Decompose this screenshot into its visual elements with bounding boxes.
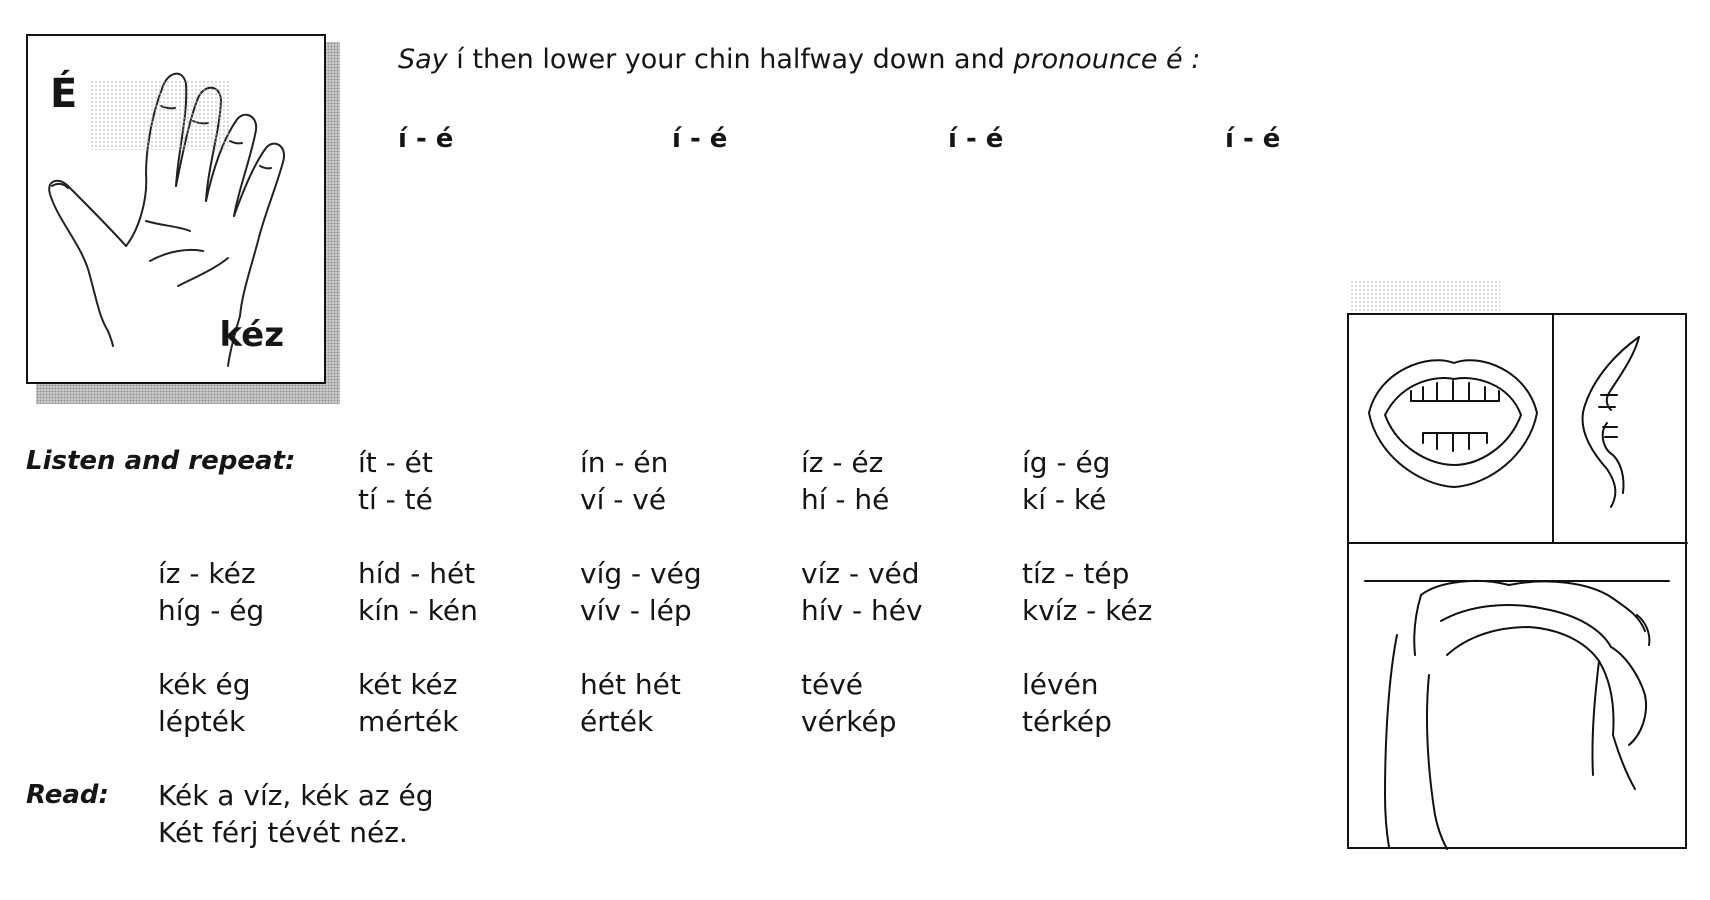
word-pair: vív - lép [580, 594, 692, 627]
word-pair-cell [801, 555, 923, 629]
listen-label: Listen and repeat: [26, 446, 296, 476]
word-pair: kí - ké [1022, 483, 1107, 516]
word-pair: íz - kéz [158, 557, 256, 590]
card-letter: É [50, 71, 78, 117]
vowel-pair-3: í - é [948, 124, 1004, 154]
word-pair: íg - ég [1022, 446, 1111, 479]
scan-noise [90, 80, 230, 150]
vowel-pair-2: í - é [672, 124, 728, 154]
word: érték [580, 705, 654, 738]
word: térkép [1022, 705, 1112, 738]
word-cell [801, 666, 897, 740]
word: két kéz [358, 668, 458, 701]
read-text [158, 777, 434, 851]
word-pair: híd - hét [358, 557, 476, 590]
word-cell [158, 666, 251, 740]
word-pair-cell [358, 555, 478, 629]
word: lépték [158, 705, 246, 738]
mouth-diagrams-icon [1349, 315, 1689, 851]
card-word: kéz [219, 315, 284, 355]
read-line: Két férj tévét néz. [158, 816, 408, 849]
mouth-front-icon [1369, 360, 1537, 487]
word-pair: kvíz - kéz [1022, 594, 1153, 627]
word-pair-cell [358, 444, 433, 518]
word-pair: ví - vé [580, 483, 667, 516]
word-pair: hí - hé [801, 483, 890, 516]
word-pair: ít - ét [358, 446, 433, 479]
word-pair: híg - ég [158, 594, 265, 627]
word-pair: íz - éz [801, 446, 884, 479]
word-pair: ín - én [580, 446, 669, 479]
word: tévé [801, 668, 864, 701]
vowel-pair-4: í - é [1225, 124, 1281, 154]
instruction-text [398, 44, 1200, 75]
word-pair-cell [580, 444, 668, 518]
word-pair: tíz - tép [1022, 557, 1130, 590]
word-pair-cell [801, 444, 889, 518]
word-pair: tí - té [358, 483, 433, 516]
word: lévén [1022, 668, 1099, 701]
mouth-diagram-panel [1347, 313, 1687, 849]
word-pair-cell [158, 555, 264, 629]
mouth-cross-section-icon [1365, 581, 1669, 849]
say-label: Say [398, 44, 448, 75]
word: mérték [358, 705, 459, 738]
word-cell [1022, 666, 1112, 740]
pronounce-label: pronounce é : [1013, 44, 1201, 75]
word-pair: hív - hév [801, 594, 923, 627]
say-vowel: í [456, 44, 464, 75]
word-pair-cell [580, 555, 702, 629]
word-pair-cell [1022, 444, 1110, 518]
word-pair: kín - kén [358, 594, 478, 627]
word-cell [358, 666, 458, 740]
word: hét hét [580, 668, 681, 701]
mouth-side-icon [1582, 337, 1639, 507]
read-label: Read: [26, 780, 109, 810]
word: kék ég [158, 668, 251, 701]
vowel-pair-1: í - é [398, 124, 454, 154]
read-line: Kék a víz, kék az ég [158, 779, 434, 812]
word-pair: víg - vég [580, 557, 702, 590]
word-pair: víz - véd [801, 557, 920, 590]
word: vérkép [801, 705, 897, 738]
instruction-middle: then lower your chin halfway down and [463, 44, 1014, 75]
word-cell [580, 666, 681, 740]
word-pair-cell [1022, 555, 1152, 629]
